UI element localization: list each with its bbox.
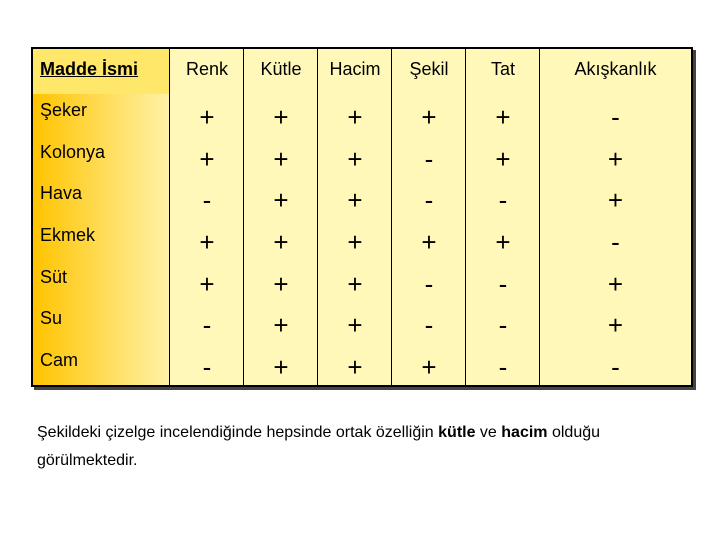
property-value: + [199, 268, 215, 299]
property-value: - [424, 310, 434, 341]
property-value: - [498, 310, 508, 341]
property-value: - [202, 185, 212, 216]
row-name: Süt [33, 260, 170, 302]
column-divider [243, 49, 244, 385]
property-value: + [421, 226, 437, 257]
row-name: Şeker [33, 94, 170, 136]
property-value: + [273, 268, 289, 299]
property-value: + [347, 102, 363, 133]
property-value: + [273, 226, 289, 257]
property-value: + [273, 351, 289, 382]
property-value: - [202, 310, 212, 341]
properties-grid [33, 49, 691, 385]
property-value: + [421, 351, 437, 382]
property-value: + [607, 268, 624, 299]
property-value: + [273, 185, 289, 216]
row-name: Ekmek [33, 219, 170, 261]
note-bold-hacim: hacim [501, 424, 548, 441]
property-value: + [199, 143, 215, 174]
property-value: - [498, 268, 508, 299]
column-divider [169, 49, 170, 385]
property-value: + [421, 102, 437, 133]
note-part-2: ve [475, 424, 502, 441]
property-value: + [347, 268, 363, 299]
property-value: - [611, 226, 620, 257]
header-name: Madde İsmi [33, 49, 170, 94]
property-value: + [199, 226, 215, 257]
property-value: - [424, 143, 434, 174]
property-value: + [347, 143, 363, 174]
row-name: Su [33, 302, 170, 344]
column-divider [539, 49, 540, 385]
header-cell: Kütle [260, 59, 302, 79]
row-name: Hava [33, 177, 170, 219]
property-value: + [273, 102, 289, 133]
row-name: Cam [33, 343, 170, 385]
property-value: + [347, 310, 363, 341]
property-value: + [495, 102, 511, 133]
property-value: - [424, 268, 434, 299]
property-value: - [498, 185, 508, 216]
note-part-1: Şekildeki çizelge incelendiğinde hepsinde ortak özelliğin [37, 424, 439, 441]
property-value: + [495, 143, 511, 174]
property-value: + [347, 185, 363, 216]
property-value: + [273, 310, 289, 341]
property-value: - [611, 351, 620, 382]
column-divider [391, 49, 392, 385]
property-value: + [199, 102, 215, 133]
header-cell: Hacim [329, 59, 381, 79]
header-cell: Renk [185, 59, 229, 79]
header-cell: Şekil [409, 59, 449, 79]
property-value: + [607, 143, 624, 174]
property-value: + [495, 226, 511, 257]
property-value: - [424, 185, 434, 216]
row-name: Kolonya [33, 136, 170, 178]
property-value: - [498, 351, 508, 382]
column-divider [317, 49, 318, 385]
note-part-3: olduğu görülmektedir. [37, 424, 601, 469]
conclusion-text [37, 419, 697, 475]
column-divider [465, 49, 466, 385]
property-value: + [347, 351, 363, 382]
properties-table [31, 47, 693, 387]
property-value: + [347, 226, 363, 257]
property-value: - [202, 351, 212, 382]
property-value: - [611, 102, 620, 133]
header-cell: Akışkanlık [574, 59, 657, 79]
note-bold-kutle: kütle [438, 424, 476, 441]
header-cell: Tat [490, 59, 515, 79]
property-value: + [607, 310, 624, 341]
property-value: + [273, 143, 289, 174]
property-value: + [607, 185, 624, 216]
